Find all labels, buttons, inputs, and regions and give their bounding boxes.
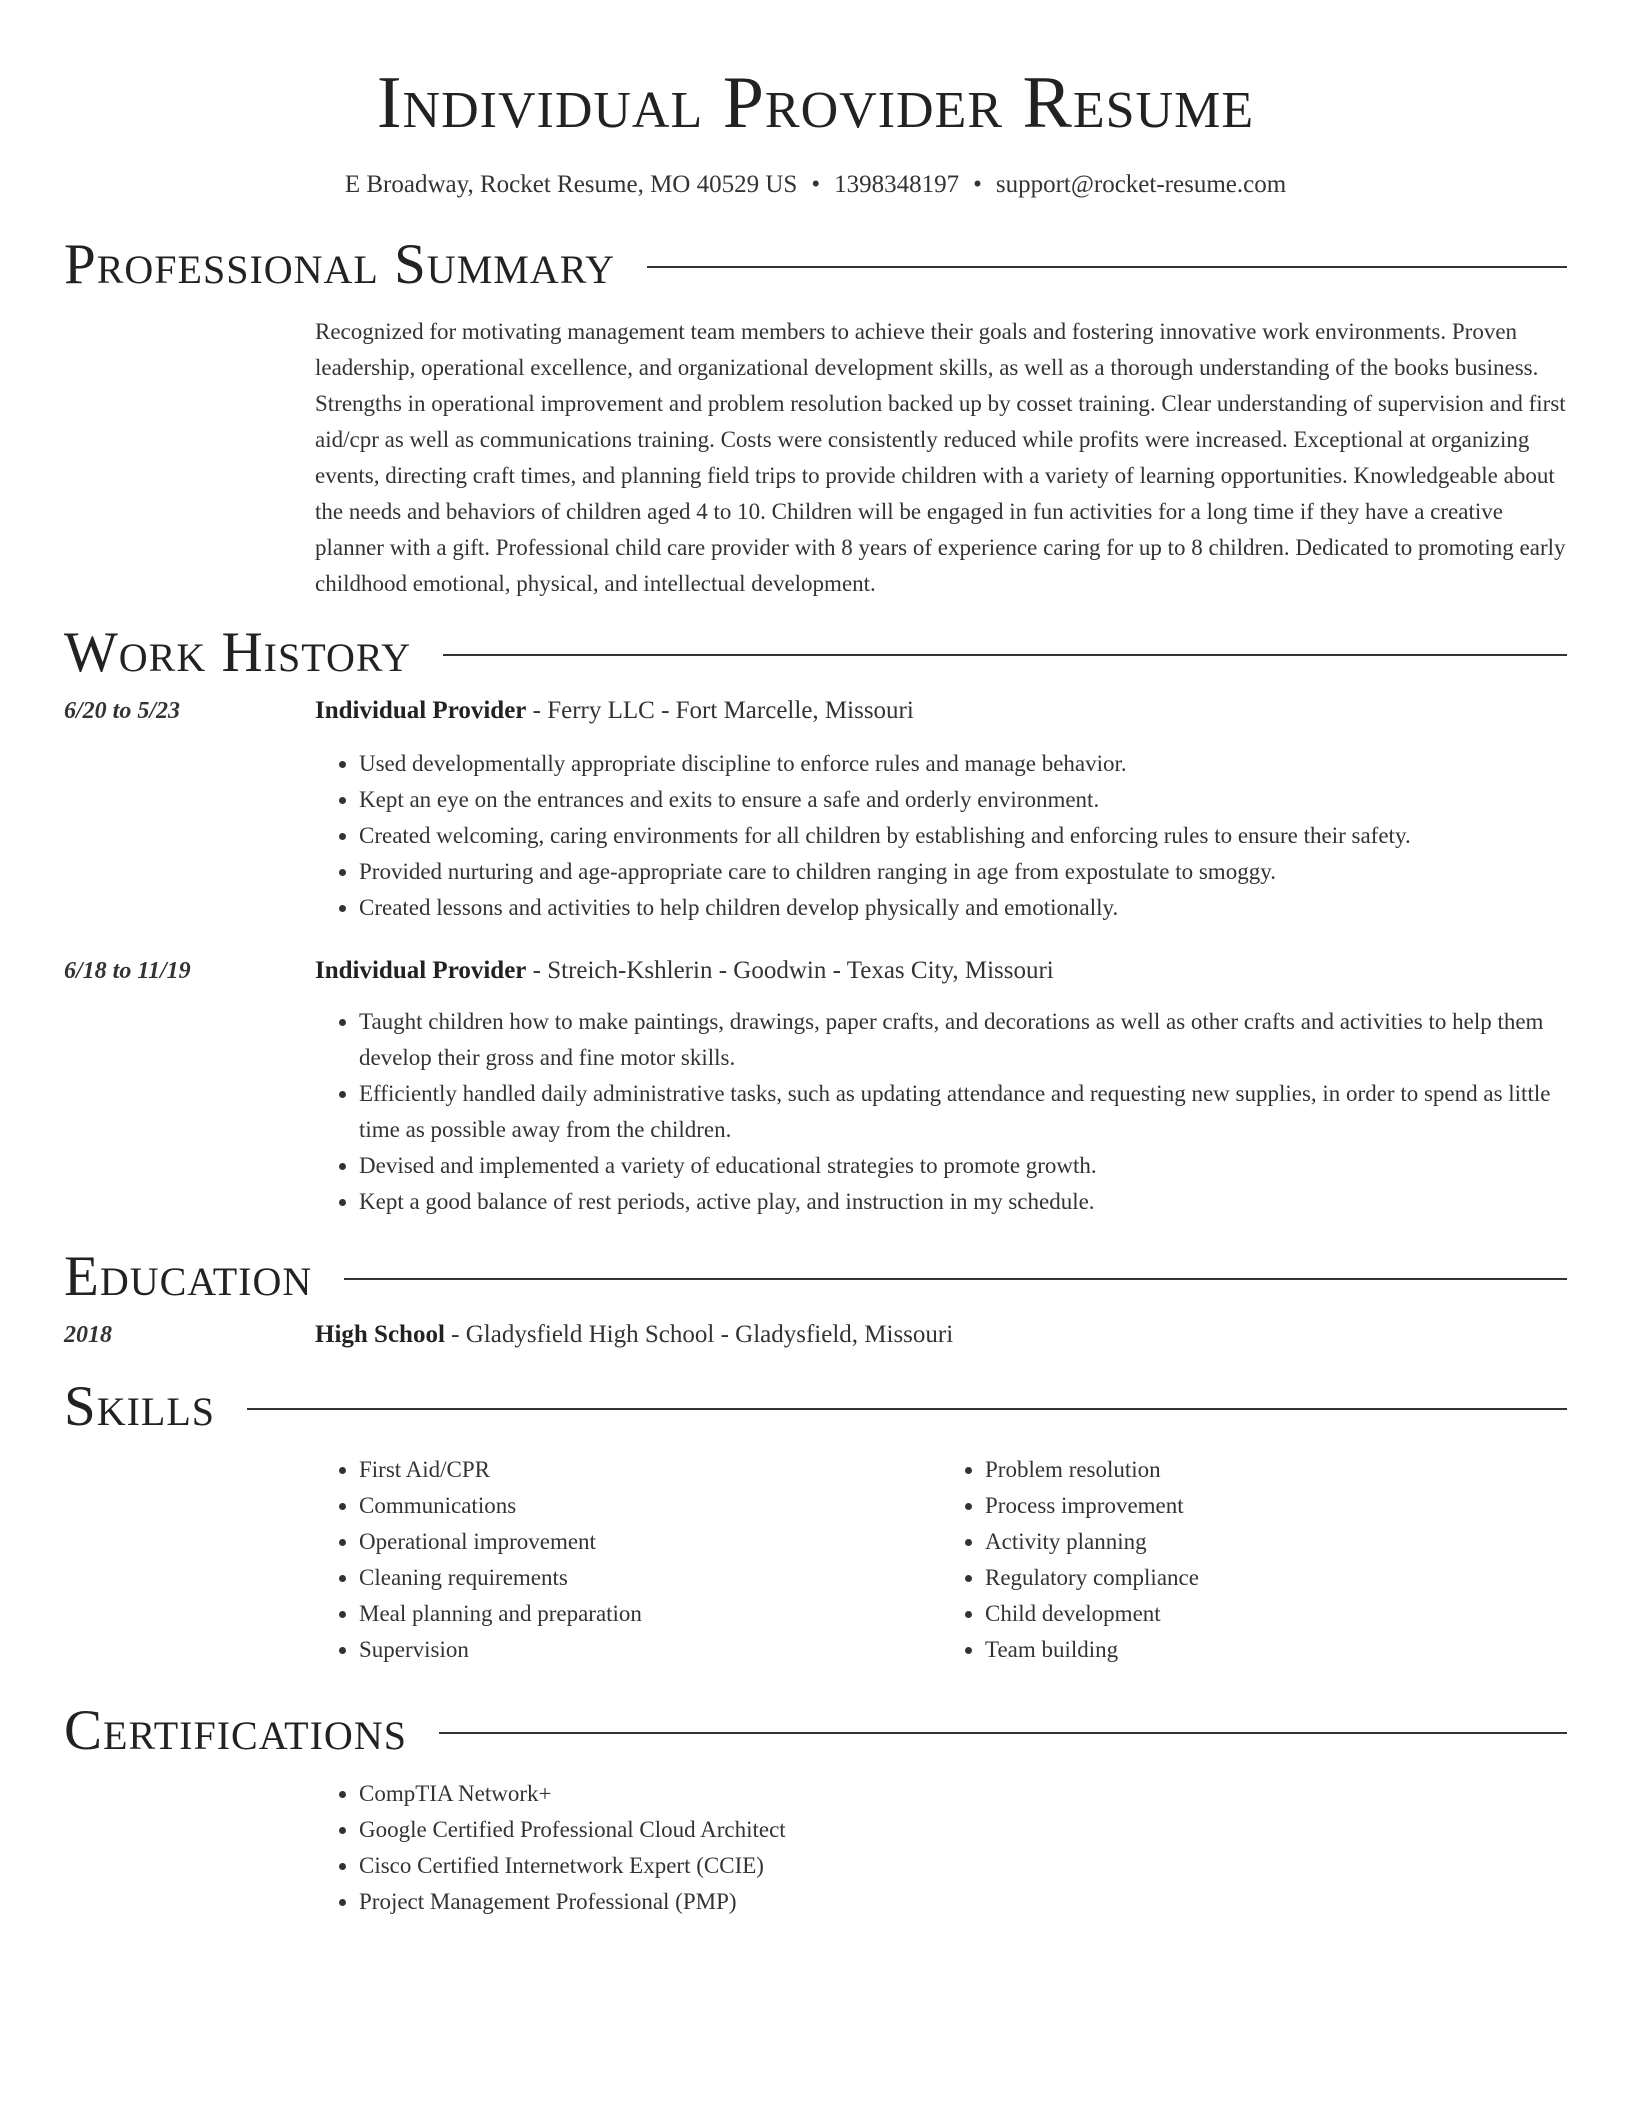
education-heading: Education [64, 1245, 313, 1308]
list-item: • Regulatory compliance [985, 1560, 1567, 1596]
skills-heading: Skills [64, 1375, 216, 1438]
list-item: • CompTIA Network+ [359, 1776, 1567, 1812]
work-heading: Work History [64, 621, 412, 684]
job-header [64, 694, 1567, 728]
job-header [64, 954, 1567, 988]
section-divider [439, 1732, 1567, 1734]
summary-heading: Professional Summary [64, 233, 616, 296]
skills-list [315, 1452, 1567, 1668]
contact-line [64, 168, 1567, 202]
list-item: • Supervision [359, 1632, 941, 1668]
summary-section-header [64, 232, 1567, 298]
list-item: • Kept a good balance of rest periods, active play, and instruction in my schedule. [359, 1184, 1567, 1220]
section-divider [443, 654, 1567, 656]
education-degree: High School [315, 1321, 445, 1348]
work-section-header [64, 620, 1567, 686]
section-divider [247, 1408, 1567, 1410]
list-item: • Activity planning [985, 1524, 1567, 1560]
job-bullets [315, 746, 1567, 926]
contact-phone: 1398348197 [834, 171, 960, 198]
skills-column-right [941, 1452, 1567, 1668]
list-item: • Used developmentally appropriate discipline to enforce rules and manage behavior. [359, 746, 1567, 782]
list-item: • Meal planning and preparation [359, 1596, 941, 1632]
education-year: 2018 [64, 1322, 112, 1348]
skills-section-header [64, 1374, 1567, 1440]
list-item: • Child development [985, 1596, 1567, 1632]
list-item: • Team building [985, 1632, 1567, 1668]
list-item: • Taught children how to make paintings, drawings, paper crafts, and decorations as well as other crafts and activities to help them develop their gross and fine motor skills. [359, 1004, 1567, 1076]
job-role [315, 954, 1054, 988]
section-divider [647, 266, 1567, 268]
list-item: • Cisco Certified Internetwork Expert (CCIE) [359, 1848, 1567, 1884]
contact-address: E Broadway, Rocket Resume, MO 40529 US [344, 171, 798, 198]
resume-page [64, 0, 1567, 1920]
job-details: - Streich-Kshlerin - Goodwin - Texas City, Missouri [526, 957, 1054, 984]
certifications-section-header [64, 1698, 1567, 1764]
list-item: • Created welcoming, caring environments for all children by establishing and enforcing rules to ensure their safety. [359, 818, 1567, 854]
list-item: • Provided nurturing and age-appropriate care to children ranging in age from expostulate to smoggy. [359, 854, 1567, 890]
summary-text: Recognized for motivating management team members to achieve their goals and fostering innovative work environments. Proven leadership, operational excellence, and organizational development skills, as well as a thorough understanding of the books business. Strengths in operational improvement and problem resolution backed up by cosset training. Clear understanding of supervision and first aid/cpr as well as communications training. Costs were consistently reduced while profits were increased. Exceptional at organizing events, directing craft times, and planning field trips to provide children with a variety of learning opportunities. Knowledgeable about the needs and behaviors of children aged 4 to 10. Children will be engaged in fun activities for a long time if they have a creative planner with a gift. Professional child care provider with 8 years of experience caring for up to 8 children. Dedicated to promoting early childhood emotional, physical, and intellectual development. [315, 319, 1566, 596]
education-role [315, 1318, 953, 1352]
list-item: • First Aid/CPR [359, 1452, 941, 1488]
list-item: • Google Certified Professional Cloud Architect [359, 1812, 1567, 1848]
certifications-list [315, 1776, 1567, 1920]
list-item: • Process improvement [985, 1488, 1567, 1524]
job-title: Individual Provider [315, 697, 527, 724]
job-details: - Ferry LLC - Fort Marcelle, Missouri [526, 697, 914, 724]
job-bullets [315, 1004, 1567, 1220]
job-title: Individual Provider [315, 957, 527, 984]
skills-column-left [315, 1452, 941, 1668]
education-section-header [64, 1244, 1567, 1310]
education-entry [64, 1318, 1567, 1352]
list-item: • Project Management Professional (PMP) [359, 1884, 1567, 1920]
certifications-heading: Certifications [64, 1699, 407, 1762]
list-item: • Created lessons and activities to help children develop physically and emotionally. [359, 890, 1567, 926]
list-item: • Efficiently handled daily administrative tasks, such as updating attendance and requesting new supplies, in order to spend as little time as possible away from the children. [359, 1076, 1567, 1148]
job-role [315, 694, 914, 728]
list-item: • Operational improvement [359, 1524, 941, 1560]
job-entry [64, 694, 1567, 926]
section-divider [344, 1278, 1567, 1280]
list-item: • Devised and implemented a variety of educational strategies to promote growth. [359, 1148, 1567, 1184]
contact-separator: • [973, 171, 982, 198]
list-item: • Problem resolution [985, 1452, 1567, 1488]
contact-email: support@rocket-resume.com [995, 171, 1287, 198]
list-item: • Kept an eye on the entrances and exits to ensure a safe and orderly environment. [359, 782, 1567, 818]
job-dates: 6/20 to 5/23 [64, 698, 181, 724]
job-entry [64, 954, 1567, 1220]
summary-body [315, 314, 1567, 602]
job-dates: 6/18 to 11/19 [64, 958, 191, 984]
resume-title: Individual Provider Resume [376, 62, 1255, 144]
list-item: • Communications [359, 1488, 941, 1524]
list-item: • Cleaning requirements [359, 1560, 941, 1596]
education-details: - Gladysfield High School - Gladysfield, Missouri [444, 1321, 954, 1348]
contact-separator: • [811, 171, 821, 198]
